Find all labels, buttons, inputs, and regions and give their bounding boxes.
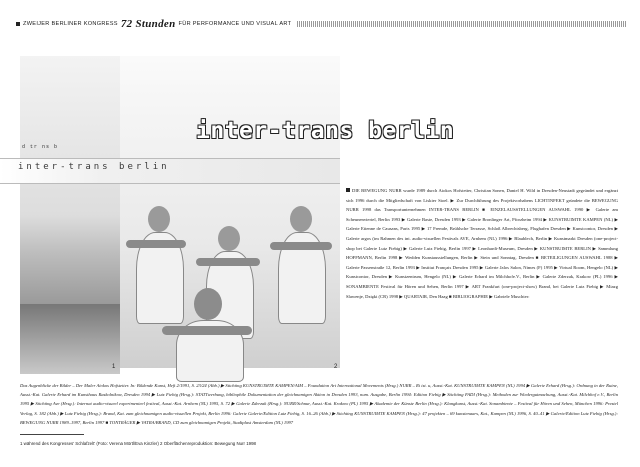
header-square-icon xyxy=(16,22,20,26)
footnote: 1 während des Kongresses' Schlafzelt' (Foto: Verena Mörtl/Eva Kinzler) 2 Oberflächenreproduktion: Bewegung Nurr 1998 xyxy=(20,441,256,446)
header-72-stunden: 72 Stunden xyxy=(120,18,176,30)
footnote-divider xyxy=(20,434,84,435)
bibliography-continued xyxy=(20,381,618,427)
header-rule xyxy=(297,21,626,27)
header-congress-label: ZWEIJER BERLINER KONGRESS xyxy=(23,21,118,27)
bibliography-text: Das Augenblicke der Bilder – Der Maler Aiokos Hofstetter. In: Bildende Kunst, Heft 2/1991, S. 23/24 (Abb.) ▶ Stichting KUNSTRUIMTE KAMPEN/AIM – Foundation Art International Movements (Hrsg.) NURR – Ri ist. u, Ausst.-Kat. KUNSTRUIMTE KAMPEN (NL) 1994 ▶ Galerie Erhard (Hrsg.): Ordnung in der Ruine, Ausst.-Kat. Galerie Erhard im Kunsthaus Raskolnikow, Dresden 1994 ▶ Lutz Fiebig (Hrsg.): STATTwerbung, bibliophile Dokumentation der gleichnamigen Aktion in Dresden 1993, num. Ausgabe, Berlin 1994: Edition Fiebig ▶ Stichting FADI (Hrsg.): Methoden zur Wiedergutmachung, Ausst.-Kat. Milchhof e.V., Berlin 1995 ▶ Stichting Ave (Hrsg.): Internat audio-visueel experimenteel festival, Ausst.-Kat. Arnhem (NL) 1995, S. 72 ▶ Galerie Zderzak (Hrsg.): NURR/Schnur, Ausst.-Kat. Krakow (PL) 1995 ▶ Akademie der Künste Berlin (Hrsg.): Klangkunst, Ausst.-Kat. Sonambiente – Festival für Hören und Sehen, München 1996: Prestel Verlag, S. 182 (Abb.) ▶ Lutz Fiebig (Hrsg.): Brand, Kat. zum gleichnamigen audio-visuellen Projekt, Berlin 1996: Galerie Galerie/Edition Lutz Fiebig, S. 16–26 (Abb.) ▶ Stichting KUNSTRUIMTE KAMPEN (Hrsg.): 47 projekten – 69 kunstenaars, Kat., Kampen (NL) 1996, S. 40–41 ▶ Galerie/Edition Lutz Fiebig (Hrsg.): BEWEGUNG NURR 1989–1997, Berlin 1997 ■ TONTRÄGER ▶ VATRA/BRAND, CD zum gleichnamigen Projekt, Stadtplast Amsterdam (NL) 1997 xyxy=(20,383,618,425)
photo-caption-number-2: 2 xyxy=(334,364,338,370)
photo-caption-number-1: 1 xyxy=(112,364,116,370)
photo-banner-text: inter-trans berlin xyxy=(18,162,170,172)
lead-square-icon xyxy=(346,188,350,192)
page-header xyxy=(16,18,626,30)
page-title: inter-trans berlin xyxy=(196,118,455,144)
artist-biography xyxy=(346,186,618,301)
photo-left-gallery xyxy=(20,56,120,374)
photo-left-floor xyxy=(20,304,120,374)
photo-left-wall-text: d tr ns b xyxy=(22,144,59,150)
biography-text: DIE BEWEGUNG NURR wurde 1989 durch Aiokos Hofstetter, Christian Sonen, Daniel H. Wild in Dresden-Neustadt gegründet und ergänzt sich 1996 durch die Mitgliedschaft von Liskier Stoel. ▶ Zur Durchführung des Projektvorhabens LICHTINFEKT gründete die BEWEGUNG NURR 1998 das Transportunternehmen INTER-TRANS BERLIN ■ EINZELAUSSTELLUNGEN AUSWAHL 1990 ▶ Galerie am Scheunenviertel, Berlin 1993 ▶ Galerie Baste, Dresden 1993 ▶ Galerie Bronlinger Art, Pforzheim 1994 ▶ KUNSTRUIMTE KAMPEN (NL) ▶ Galerie Etienne de Causans, Paris 1995 ▶ 17 Fremde, Brühlsche Terrasse, Schloß Albrechtsberg, Flughafen Dresden ▶ Kunstcontor, Dresden ▶ Galerie argos (im Rahmen des int. audio-visuellen Festivals AVE, Arnhem (NL) 1996 ▶ Blaublech, Berlin ▶ Kunstmarkt Dresden (one-project-shop bei Galerie Lutz Fiebig) ▶ Galerie Lutz Fiebig, Berlin 1997 ▶ Leonhardi-Museum, Dresden ▶ KUNSTRUIMTE BERLIN ▶ Sammlung HOFFMANN, Berlin 1998 ▶ Wedden Kunstausstellungen, Berlin ▶ Stein und Sonntag, Dresden ■ BETEILIGUNGEN AUSWAHL 1988 ▶ Galerie Passenstraße 12, Berlin 1993 ▶ Institut Français Dresden 1995 ▶ Galerie Jalos Salon, Nimes (F) 1995 ▶ Virtual Room, Hengelo (NL) ▶ Kunstcontor, Dresden ▶ Kunstzentrum, Hengelo (NL) ▶ Galerie Erhard im Milchhofe.V., Berlin ▶ Galerie Zderzak, Krakow (PL) 1996 ▶ SONAMBIENTE Festival für Hören und Sehen, Berlin 1997 ▶ ART Frankfurt (one-project-show) Brand, bei Galerie Lutz Fiebig ▶ Miazg Slawenje, Dzięki (CR) 1998 ▶ QUARTAIR, Den Haag ■ BIBLIOGRAPHIE ▶ Gabriele Muschter: xyxy=(346,188,618,299)
header-subtitle: FÜR PERFORMANCE UND VISUAL ART xyxy=(178,21,292,27)
